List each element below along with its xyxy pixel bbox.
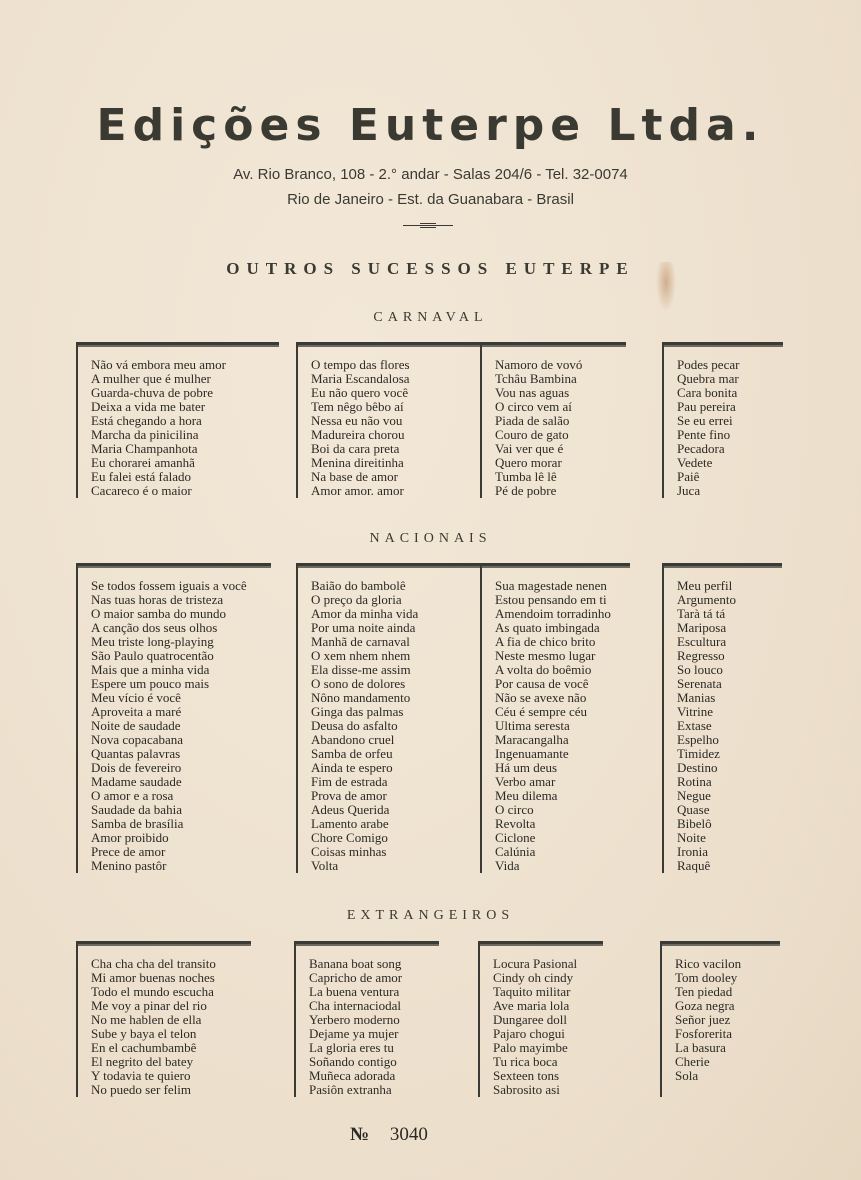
song-title: Tchâu Bambina [495,371,577,386]
song-title: Prece de amor [91,844,166,859]
song-title: Tarà tá tá [677,606,726,621]
column-rule [662,342,783,347]
song-title: A fia de chico brito [495,634,596,649]
column-side-rule [76,941,78,1097]
song-title: Maria Champanhota [91,441,198,456]
song-title: O preço da gloria [311,592,402,607]
song-title: Tumba lê lê [495,469,557,484]
catalog-number-value: 3040 [389,1124,428,1145]
song-title: Há um deus [495,760,558,775]
song-title: Ave maria lola [493,998,570,1013]
song-title: Eu não quero você [311,385,409,400]
song-title: Yerbero moderno [309,1012,400,1027]
column-rule [76,342,279,347]
song-title: Quantas palavras [91,746,181,761]
song-title: Samba de orfeu [311,746,393,761]
song-title: Madame saudade [91,774,182,789]
song-title: Neste mesmo lugar [495,648,596,663]
column-side-rule [294,941,296,1097]
song-title: Timidez [677,746,720,761]
section-heading-extrangeiros: EXTRANGEIROS [346,908,515,923]
song-list [675,957,741,1083]
song-title: Por causa de você [495,676,589,691]
column-side-rule [660,941,662,1097]
song-title: Todo el mundo escucha [91,984,214,999]
song-title: Menina direitinha [311,455,404,470]
song-title: Chore Comigo [311,830,388,845]
song-title: Palo mayimbe [493,1040,568,1055]
song-title: Ingenuamante [495,746,569,761]
song-title: O tempo das flores [311,357,410,372]
song-title: Eu falei está falado [91,469,191,484]
song-title: Não se avexe não [495,690,587,705]
column-rule [76,563,271,568]
song-title: Verbo amar [495,774,556,789]
column-side-rule [662,563,664,873]
publisher-city: Rio de Janeiro - Est. da Guanabara - Brasil [287,191,574,208]
song-title: Tom dooley [675,970,738,985]
song-title: Está chegando a hora [91,413,202,428]
column-side-rule [76,563,78,873]
song-title: Marcha da pinicilina [91,427,199,442]
song-title: O amor e a rosa [91,788,174,803]
song-title: Tem nêgo bêbo aí [311,399,404,414]
song-title: Ten piedad [675,984,733,999]
song-title: Ciclone [495,830,536,845]
column-rule [480,563,630,568]
song-title: Vitrine [677,704,714,719]
song-title: Tu rica boca [493,1054,558,1069]
song-title: Pente fino [677,427,731,442]
song-title: Mais que a minha vida [91,662,210,677]
song-list [311,358,410,498]
song-title: Ela disse-me assim [311,662,411,677]
song-title: Nessa eu não vou [311,413,403,428]
song-title: Aproveita a maré [91,704,182,719]
song-title: Negue [677,788,711,803]
song-title: Amendoim torradinho [495,606,611,621]
number-sign: № [350,1124,370,1145]
song-title: La basura [675,1040,726,1055]
song-title: Mariposa [677,620,727,635]
song-title: Pasiôn extranha [309,1082,392,1097]
song-title: Guarda-chuva de pobre [91,385,213,400]
song-title: Quase [677,802,710,817]
song-title: Vou nas aguas [495,385,570,400]
song-title: El negrito del batey [91,1054,194,1069]
song-title: Volta [311,858,339,873]
song-title: Ainda te espero [311,760,393,775]
song-title: Amor proibido [91,830,169,845]
song-title: Me voy a pinar del rio [91,998,207,1013]
song-title: Podes pecar [677,357,740,372]
song-title: Meu vício é você [91,690,181,705]
song-list [677,579,736,873]
song-title: Nôno mandamento [311,690,411,705]
song-title: Eu chorarei amanhã [91,455,195,470]
column-rule [296,563,481,568]
song-title: Meu dilema [495,788,558,803]
song-title: Amor amor. amor [311,483,404,498]
song-title: Adeus Querida [311,802,390,817]
section-heading-nacionais: NACIONAIS [369,531,492,546]
song-title: Espere um pouco mais [91,676,210,691]
song-title: Serenata [677,676,722,691]
song-title: Sabrosito asi [493,1082,560,1097]
publisher-address: Av. Rio Branco, 108 - 2.° andar - Salas 204/6 - Tel. 32-0074 [233,166,628,183]
column-rule [294,941,439,946]
song-title: Mi amor buenas noches [91,970,215,985]
song-title: Juca [677,483,701,498]
song-title: Noite [677,830,706,845]
song-title: Sube y baya el telon [91,1026,197,1041]
song-title: Rico vacilon [675,956,742,971]
song-title: Coisas minhas [311,844,387,859]
song-title: Raquê [677,858,711,873]
song-title: Muñeca adorada [309,1068,396,1083]
song-title: No me hablen de ella [91,1012,202,1027]
song-title: Abandono cruel [311,732,395,747]
song-title: Piada de salão [495,413,570,428]
song-title: Regresso [677,648,725,663]
song-list [495,579,611,873]
song-title: Espelho [677,732,719,747]
song-title: Deusa do asfalto [311,718,398,733]
song-title: Fosforerita [675,1026,733,1041]
song-title: Paiê [677,469,700,484]
song-list [91,358,226,498]
song-title: Fim de estrada [311,774,388,789]
song-title: Cherie [675,1054,710,1069]
song-title: Pau pereira [677,399,736,414]
song-title: Se eu errei [677,413,733,428]
song-title: Cha internaciodal [309,998,402,1013]
song-title: La gloria eres tu [309,1040,394,1055]
song-title: Soñando contigo [309,1054,397,1069]
song-title: Sexteen tons [493,1068,560,1083]
song-title: Não vá embora meu amor [91,357,227,372]
song-title: Quebra mar [677,371,739,386]
song-title: Locura Pasional [493,956,578,971]
song-title: A volta do boêmio [495,662,592,677]
song-title: Bibelô [677,816,712,831]
column-rule [480,342,626,347]
song-title: Maracangalha [495,732,569,747]
column-side-rule [480,342,482,498]
song-title: Namoro de vovó [495,357,583,372]
song-title: Goza negra [675,998,735,1013]
song-title: Nova copacabana [91,732,184,747]
song-title: Rotina [677,774,712,789]
song-title: A canção dos seus olhos [91,620,218,635]
song-title: Revolta [495,816,536,831]
song-title: Meu triste long-playing [91,634,214,649]
song-title: Argumento [677,592,736,607]
song-title: Dungaree doll [493,1012,568,1027]
song-title: A mulher que é mulher [91,371,211,386]
song-title: Cara bonita [677,385,738,400]
song-title: O circo [495,802,534,817]
song-title: O maior samba do mundo [91,606,227,621]
song-title: Ironia [677,844,709,859]
song-title: As quato imbingada [495,620,600,635]
song-title: Noite de saudade [91,718,181,733]
song-title: Baião do bambolê [311,578,406,593]
song-title: Por uma noite ainda [311,620,416,635]
song-title: Nas tuas horas de tristeza [91,592,224,607]
song-title: Manhã de carnaval [311,634,410,649]
section-heading-carnaval: CARNAVAL [373,310,488,325]
song-list [493,957,577,1097]
song-title: Vedete [677,455,713,470]
song-title: Couro de gato [495,427,569,442]
song-title: Na base de amor [311,469,398,484]
song-title: Sola [675,1068,699,1083]
song-title: Banana boat song [309,956,402,971]
song-title: No puedo ser felim [91,1082,192,1097]
column-side-rule [296,563,298,873]
song-title: Quero morar [495,455,562,470]
song-title: Capricho de amor [309,970,403,985]
song-title: Sua magestade nenen [495,578,607,593]
song-title: Ginga das palmas [311,704,404,719]
song-list [309,957,402,1097]
song-title: Menino pastôr [91,858,167,873]
song-title: Dejame ya mujer [309,1026,399,1041]
song-title: Samba de brasília [91,816,184,831]
song-title: Se todos fossem iguais a você [91,578,247,593]
column-side-rule [662,342,664,498]
song-title: Vai ver que é [495,441,564,456]
column-side-rule [296,342,298,498]
song-title: Ultima seresta [495,718,570,733]
song-title: Saudade da bahia [91,802,182,817]
column-rule [76,941,251,946]
song-title: Maria Escandalosa [311,371,410,386]
song-title: Pé de pobre [495,483,557,498]
song-title: São Paulo quatrocentão [91,648,214,663]
song-title: Cha cha cha del transito [91,956,216,971]
song-title: La buena ventura [309,984,400,999]
song-title: Amor da minha vida [311,606,419,621]
song-title: Estou pensando em ti [495,592,607,607]
song-title: Prova de amor [311,788,387,803]
main-heading: OUTROS SUCESSOS EUTERPE [226,259,635,278]
song-title: Pajaro chogui [493,1026,565,1041]
column-side-rule [480,563,482,873]
song-title: Boi da cara preta [311,441,400,456]
song-title: Dois de fevereiro [91,760,182,775]
song-title: Cacareco é o maior [91,483,192,498]
column-rule [478,941,603,946]
song-title: Señor juez [675,1012,731,1027]
song-title: Cindy oh cindy [493,970,574,985]
song-title: Destino [677,760,718,775]
song-title: Meu perfil [677,578,733,593]
song-title: So louco [677,662,723,677]
column-rule [660,941,780,946]
column-rule [296,342,491,347]
column-side-rule [478,941,480,1097]
song-title: Taquito militar [493,984,571,999]
song-title: Vida [495,858,520,873]
ornament-divider [403,222,453,228]
song-list [311,579,418,873]
song-title: Y todavia te quiero [91,1068,191,1083]
song-title: O sono de dolores [311,676,406,691]
song-title: En el cachumbambê [91,1040,197,1055]
song-title: Deixa a vida me bater [91,399,206,414]
song-title: Escultura [677,634,727,649]
song-title: O circo vem aí [495,399,572,414]
song-list [91,579,247,873]
song-title: Calúnia [495,844,536,859]
song-list [495,358,582,498]
song-title: Madureira chorou [311,427,405,442]
song-list [91,957,216,1097]
song-title: Extase [677,718,712,733]
publisher-title: Edições Euterpe Ltda. [96,100,765,151]
song-title: Pecadora [677,441,725,456]
column-rule [662,563,782,568]
song-title: Lamento arabe [311,816,389,831]
song-title: O xem nhem nhem [311,648,411,663]
catalog-number [350,1124,428,1146]
song-title: Manias [677,690,716,705]
song-list [677,358,739,498]
column-side-rule [76,342,78,498]
song-title: Céu é sempre céu [495,704,588,719]
